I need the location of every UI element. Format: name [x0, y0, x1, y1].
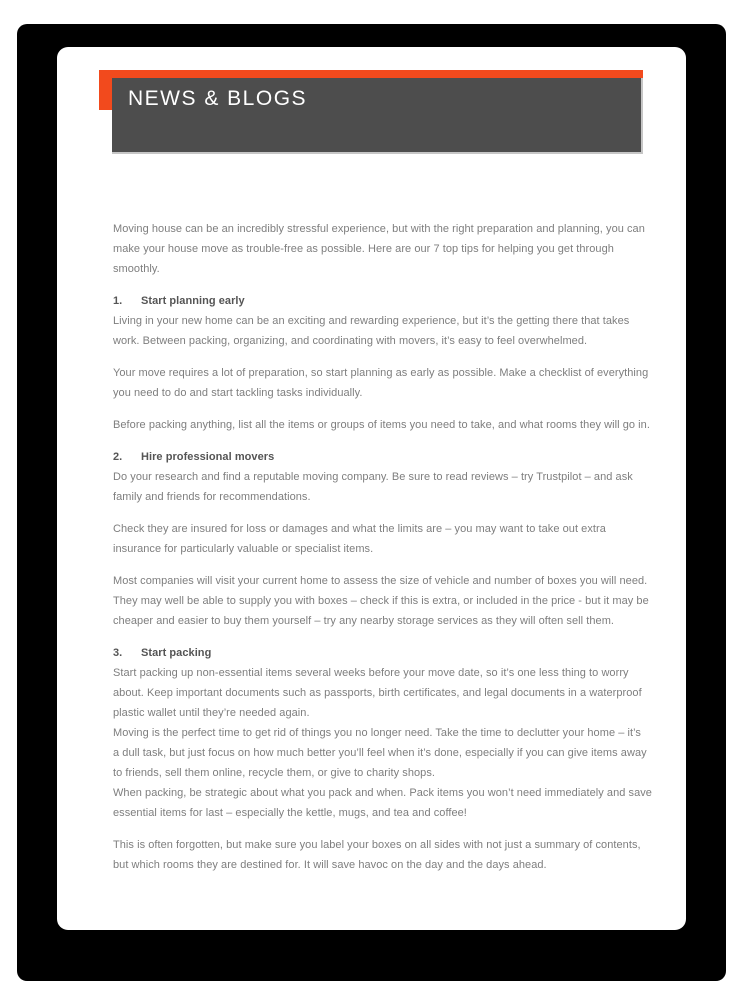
paragraph-line: Check they are insured for loss or damages and what the limits are – you may want to take out extra — [113, 523, 606, 535]
paragraph — [113, 835, 686, 875]
paragraph-line: Start packing up non-essential items several weeks before your move date, so it’s one less thing to worry — [113, 667, 629, 679]
section-number: 2. — [113, 451, 123, 463]
section-heading — [113, 447, 686, 467]
paragraph-line: you need to do and start tackling tasks individually. — [113, 387, 363, 399]
section-number: 1. — [113, 295, 123, 307]
paragraph-line: Most companies will visit your current home to assess the size of vehicle and number of boxes you will need. — [113, 575, 648, 587]
section-title: Start planning early — [141, 295, 245, 307]
paragraph-line: Before packing anything, list all the items or groups of items you need to take, and what rooms they will go in. — [113, 419, 650, 431]
document-page — [57, 47, 686, 930]
paragraph — [113, 311, 686, 351]
paragraph-line: cheaper and easier to buy them yourself – try any nearby storage services as they will often sell them. — [113, 615, 615, 627]
section-heading — [113, 643, 686, 663]
paragraph-line: family and friends for recommendations. — [113, 491, 311, 503]
paragraph-line: insurance for particularly valuable or specialist items. — [113, 543, 374, 555]
paragraph — [113, 219, 686, 279]
header-banner — [112, 78, 643, 154]
paragraph — [113, 415, 686, 435]
paragraph-line: Do your research and find a reputable moving company. Be sure to read reviews – try Trustpilot – and ask — [113, 471, 633, 483]
paragraph-line: Moving house can be an incredibly stressful experience, but with the right preparation and planning, you can — [113, 223, 645, 235]
paragraph-line: They may well be able to supply you with boxes – check if this is extra, or included in the price - but it may be — [113, 595, 649, 607]
paragraph-line: This is often forgotten, but make sure you label your boxes on all sides with not just a summary of contents, — [113, 839, 641, 851]
paragraph-line: Living in your new home can be an exciting and rewarding experience, but it’s the getting there that takes — [113, 315, 630, 327]
paragraph-line: make your house move as trouble-free as possible. Here are our 7 top tips for helping you get through — [113, 243, 614, 255]
paragraph-line: a dull task, but just focus on how much better you’ll feel when it’s done, especially if you can give items away — [113, 747, 647, 759]
page-title: NEWS & BLOGS — [128, 87, 308, 110]
paragraph-line: Moving is the perfect time to get rid of things you no longer need. Take the time to declutter your home – it’s — [113, 727, 641, 739]
paragraph — [113, 783, 686, 823]
section-title: Start packing — [141, 647, 212, 659]
paragraph-line: to friends, sell them online, recycle them, or give to charity shops. — [113, 767, 435, 779]
paragraph — [113, 467, 686, 507]
section-heading — [113, 291, 686, 311]
paragraph-line: essential items for last – especially the kettle, mugs, and tea and coffee! — [113, 807, 467, 819]
paragraph — [113, 363, 686, 403]
article-body — [57, 219, 686, 887]
section-number: 3. — [113, 647, 123, 659]
paragraph-line: smoothly. — [113, 263, 160, 275]
section-title: Hire professional movers — [141, 451, 275, 463]
paragraph-line: Your move requires a lot of preparation, so start planning as early as possible. Make a checklist of everything — [113, 367, 649, 379]
paragraph-line: plastic wallet until they’re needed again. — [113, 707, 310, 719]
paragraph-line: When packing, be strategic about what you pack and when. Pack items you won’t need immediately and save — [113, 787, 652, 799]
paragraph-line: about. Keep important documents such as passports, birth certificates, and legal documents in a waterproof — [113, 687, 642, 699]
paragraph — [113, 519, 686, 559]
paragraph-line: but which rooms they are destined for. It will save havoc on the day and the days ahead. — [113, 859, 547, 871]
paragraph — [113, 663, 686, 723]
paragraph-line: work. Between packing, organizing, and coordinating with movers, it’s easy to feel overwhelmed. — [113, 335, 588, 347]
paragraph — [113, 571, 686, 631]
paragraph — [113, 723, 686, 783]
